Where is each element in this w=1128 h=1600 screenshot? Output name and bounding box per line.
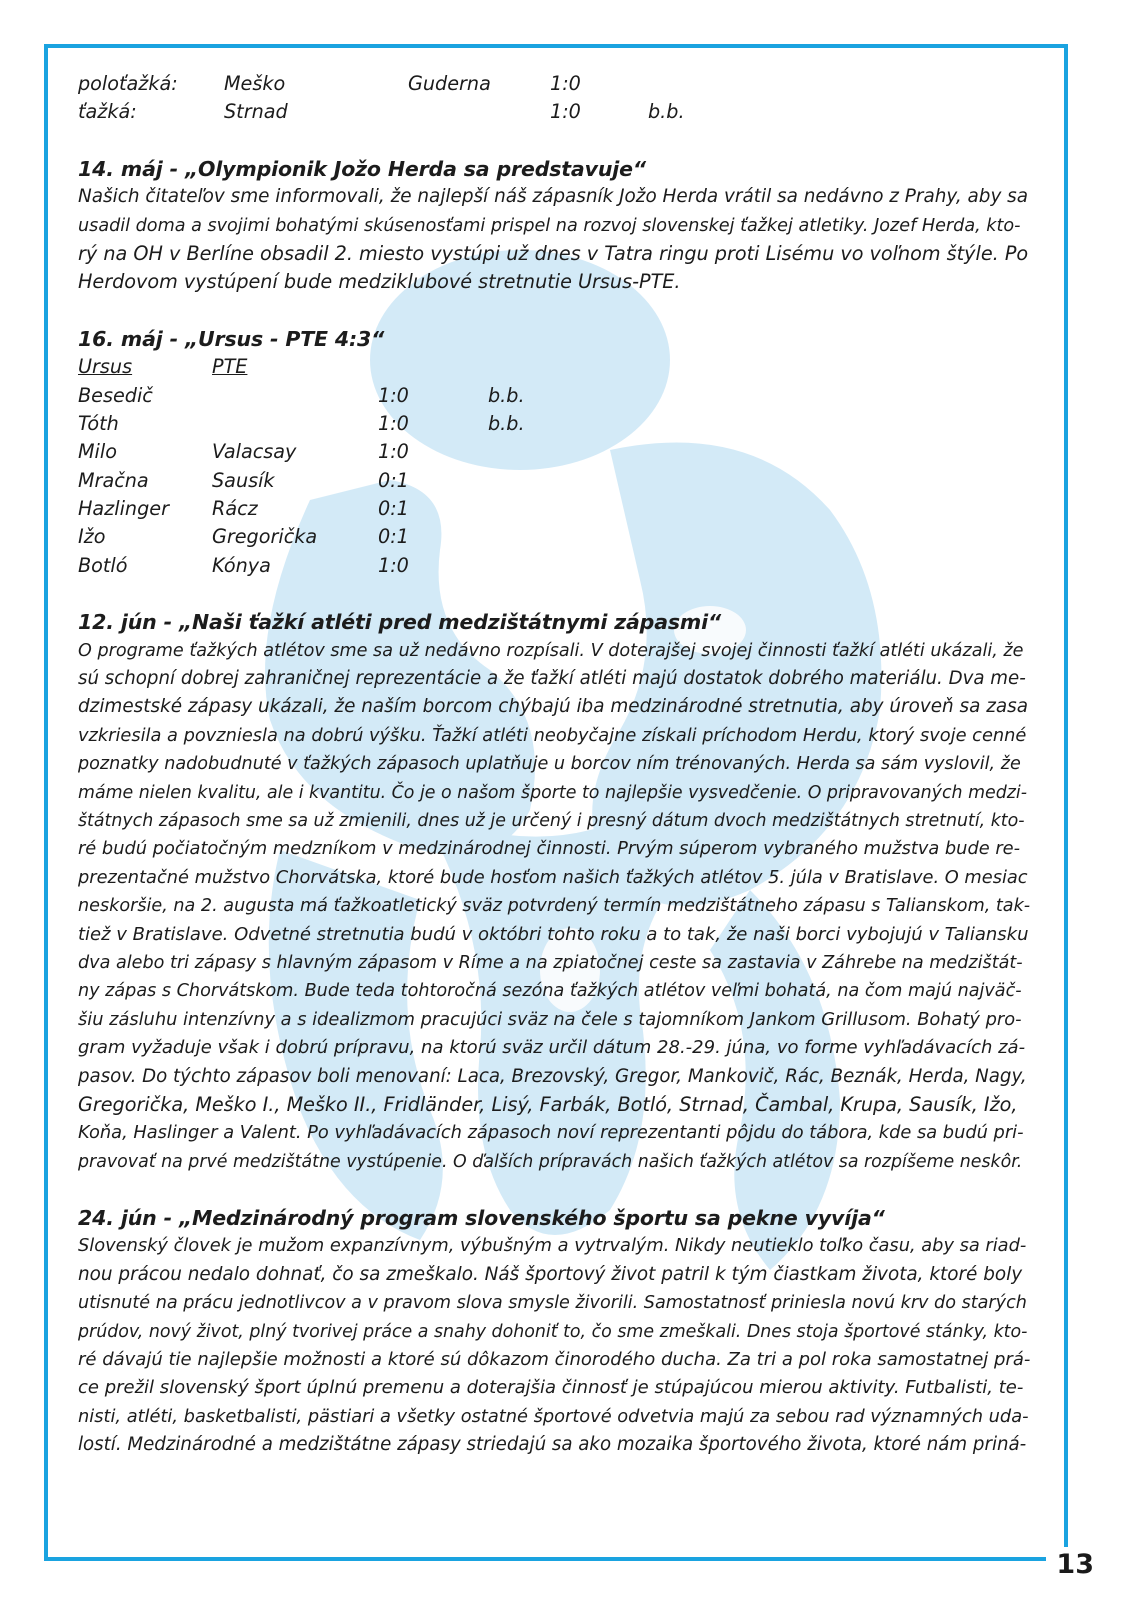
text-line: Gregorička, Meško I., Meško II., Fridländer, Lisý, Farbák, Botló, Strnad, Čambal, Krupa, Sausík, Ižo, xyxy=(78,1092,1018,1116)
note xyxy=(648,70,728,98)
score: 1:0 xyxy=(378,383,409,407)
weight-category: ťažká: xyxy=(78,100,137,124)
wrestler-b: Kónya xyxy=(212,553,271,577)
text-line: rý na OH v Berlíne obsadil 2. miesto vystúpi už dnes v Tatra ringu proti Lisému vo voľnom štýle. Po xyxy=(78,241,1029,265)
text-line: neskoršie, na 2. augusta má ťažkoatletický sväz potvrdený termín medzištátneho zápasu s Talianskom, tak- xyxy=(78,896,1030,917)
note: b.b. xyxy=(648,100,685,124)
result-row xyxy=(78,467,1030,495)
text-line: Našich čitateľov sme informovali, že najlepší náš zápasník Jožo Herda vrátil sa nedávno z Prahy, aby sa xyxy=(78,186,1029,208)
result-row xyxy=(78,382,1030,410)
text-line: dzimestské zápasy ukázali, že naším borcom chýbajú iba medzinárodné stretnutia, aby úroveň sa zasa xyxy=(78,696,1029,718)
page-number: 13 xyxy=(1046,1547,1104,1582)
score: 1:0 xyxy=(550,100,581,124)
text-line: ce prežil slovenský šport úplnú premenu a doterajšia činnosť je stúpajúcou mierou aktivity. Futbalisti, te- xyxy=(78,1377,1024,1399)
score: 0:1 xyxy=(378,468,409,492)
section-heading: 24. jún - „Medzinárodný program slovenského športu sa pekne vyvíja“ xyxy=(78,1206,885,1231)
text-line: šiu zásluhu intenzívny a s idealizmom pracujúci sväz na čele s tajomníkom Jankom Grillusom. Bohatý pro- xyxy=(78,1008,1022,1030)
column-header-ursus: Ursus xyxy=(78,355,133,379)
note: b.b. xyxy=(488,411,525,435)
text-line: O programe ťažkých atlétov sme sa už nedávno rozpísali. V doterajšej svojej činnosti ťažkí atléti ukázali, že xyxy=(78,640,1024,661)
wrestler-b: Valacsay xyxy=(212,440,297,464)
text-line: nisti, atléti, basketbalisti, pästiari a všetky ostatné športové odvetvia majú za sebou rad významných uda- xyxy=(78,1405,1029,1427)
wrestler-b xyxy=(212,382,378,410)
result-row xyxy=(78,98,1030,126)
text-line: dva alebo tri zápasy s hlavným zápasom v Ríme a na zpiatočnej ceste sa zastavia v Záhrebe na medzištát- xyxy=(78,952,1023,973)
text-line: vzkriesila a povzniesla na dobrú výšku. Ťažkí atléti neobyčajne získali príchodom Herdu, ktorý svoje cenné xyxy=(78,724,1027,746)
table-header xyxy=(78,353,1030,381)
wrestler-a: Milo xyxy=(78,440,117,464)
note: b.b. xyxy=(488,383,525,407)
score: 1:0 xyxy=(378,411,409,435)
text-line: Koňa, Haslinger a Valent. Po vyhľadávacích zápasoch noví reprezentanti pôjdu do tábora, kde sa budú pri- xyxy=(78,1122,1024,1144)
text-line: ny zápas s Chorvátskom. Bude teda tohtoročná sezóna ťažkých atlétov veľmi bohatá, na čom majú najväč- xyxy=(78,981,1022,1002)
text-line: poznatky nadobudnuté v ťažkých zápasoch uplatňuje u borcov ním trénovaných. Herda sa sám vyslovil, že xyxy=(78,754,1021,775)
text-line: Herdovom vystúpení bude medziklubové stretnutie Ursus-PTE. xyxy=(78,270,681,294)
text-line: prúdov, nový život, plný tvorivej práce a snahy dohoniť to, čo sme zmeškali. Dnes stoja športové stánky, kto- xyxy=(78,1321,1028,1342)
section-heading: 12. jún - „Naši ťažkí atléti pred medzištátnymi zápasmi“ xyxy=(78,610,722,635)
result-row xyxy=(78,70,1030,98)
result-row xyxy=(78,438,1030,466)
weights-results xyxy=(78,70,1030,127)
note xyxy=(488,467,568,495)
wrestler-b: Sausík xyxy=(212,468,275,492)
note xyxy=(488,523,568,551)
result-row xyxy=(78,495,1030,523)
article-paragraph xyxy=(78,637,1030,1176)
text-line: sú schopní dobrej zahraničnej reprezentácie a že ťažkí atléti majú dostatok dobrého materiálu. Dva me- xyxy=(78,668,1026,690)
note xyxy=(488,438,568,466)
result-row xyxy=(78,523,1030,551)
wrestler-a: Meško xyxy=(224,72,286,95)
score: 1:0 xyxy=(378,440,409,464)
text-line: utisnuté na prácu jednotlivcov a v pravom slova smysle živorili. Samostatnosť priniesla novú krv do starých xyxy=(78,1293,1027,1314)
wrestler-b: Guderna xyxy=(408,72,491,95)
result-row xyxy=(78,410,1030,438)
section-heading: 14. máj - „Olympionik Jožo Herda sa predstavuje“ xyxy=(78,156,646,181)
result-row xyxy=(78,552,1030,580)
wrestler-a: Mračna xyxy=(78,468,149,492)
text-line: tiež v Bratislave. Odvetné stretnutia budú v októbri tohto roku a to tak, že naši borci vybojujú v Taliansku xyxy=(78,923,1029,945)
text-line: ré budú počiatočným medzníkom v medzinárodnej činnosti. Prvým súperom vybraného mužstva bude re- xyxy=(78,838,1020,860)
score: 0:1 xyxy=(378,497,409,521)
wrestler-b: Gregorička xyxy=(212,525,318,549)
weight-category: poloťažká: xyxy=(78,72,178,95)
text-line: prezentačné mužstvo Chorvátska, ktoré bude hosťom našich ťažkých atlétov 5. júla v Bratislave. O mesiac xyxy=(78,866,1028,888)
note xyxy=(488,495,568,523)
column-header-pte: PTE xyxy=(212,355,248,379)
text-line: lostí. Medzinárodné a medzištátne zápasy striedajú sa ako mozaika športového života, ktoré nám priná- xyxy=(78,1434,1027,1456)
text-line: usadil doma a svojimi bohatými skúsenosťami prispel na rozvoj slovenskej ťažkej atletiky. Jozef Herda, kto- xyxy=(78,215,1021,236)
score: 0:1 xyxy=(378,525,409,549)
wrestler-a: Tóth xyxy=(78,411,119,435)
wrestler-a: Besedič xyxy=(78,383,153,407)
score: 1:0 xyxy=(550,72,581,95)
wrestler-a: Hazlinger xyxy=(78,497,169,521)
wrestler-b xyxy=(212,410,378,438)
wrestler-a: Strnad xyxy=(224,100,288,124)
page-content xyxy=(78,70,1030,1460)
text-line: ré dávajú tie najlepšie možnosti a ktoré sú dôkazom činorodého ducha. Za tri a pol roka samostatnej prá- xyxy=(78,1349,1030,1371)
text-line: nou prácou nedalo dohnať, čo sa zmeškalo. Náš športový život patril k tým čiastkam života, ktoré boly xyxy=(78,1263,1023,1285)
score: 1:0 xyxy=(378,553,409,577)
text-line: gram vyžaduje však i dobrú prípravu, na ktorú sväz určil dátum 28.-29. júna, vo forme vyhľadávacích zá- xyxy=(78,1037,1026,1059)
text-line: Slovenský človek je mužom expanzívnym, výbušným a vytrvalým. Nikdy neutieklo toľko času, aby sa riad- xyxy=(78,1235,1027,1257)
match-results xyxy=(78,353,1030,580)
article-paragraph xyxy=(78,1232,1030,1459)
text-line: pasov. Do týchto zápasov boli menovaní: Laca, Brezovský, Gregor, Mankovič, Rác, Beznák, Herda, Nagy, xyxy=(78,1065,1027,1087)
wrestler-a: Ižo xyxy=(78,525,106,549)
section-heading: 16. máj - „Ursus - PTE 4:3“ xyxy=(78,326,385,351)
text-line: štátnych zápasoch sme sa už zmienili, dnes už je určený i presný dátum dvoch medzištátnych stretnutí, kto- xyxy=(78,810,1025,831)
text-line: pravovať na prvé medzištátne vystúpenie. O ďalších prípravách našich ťažkých atlétov sa rozpíšeme neskôr. xyxy=(78,1151,1023,1172)
note xyxy=(488,552,568,580)
wrestler-b xyxy=(408,98,550,126)
article-paragraph xyxy=(78,183,1030,297)
text-line: máme nielen kvalitu, ale i kvantitu. Čo je o našom športe to najlepšie vysvedčenie. O pripravovaných medzi- xyxy=(78,782,1027,803)
wrestler-a: Botló xyxy=(78,553,128,577)
wrestler-b: Rácz xyxy=(212,497,258,521)
